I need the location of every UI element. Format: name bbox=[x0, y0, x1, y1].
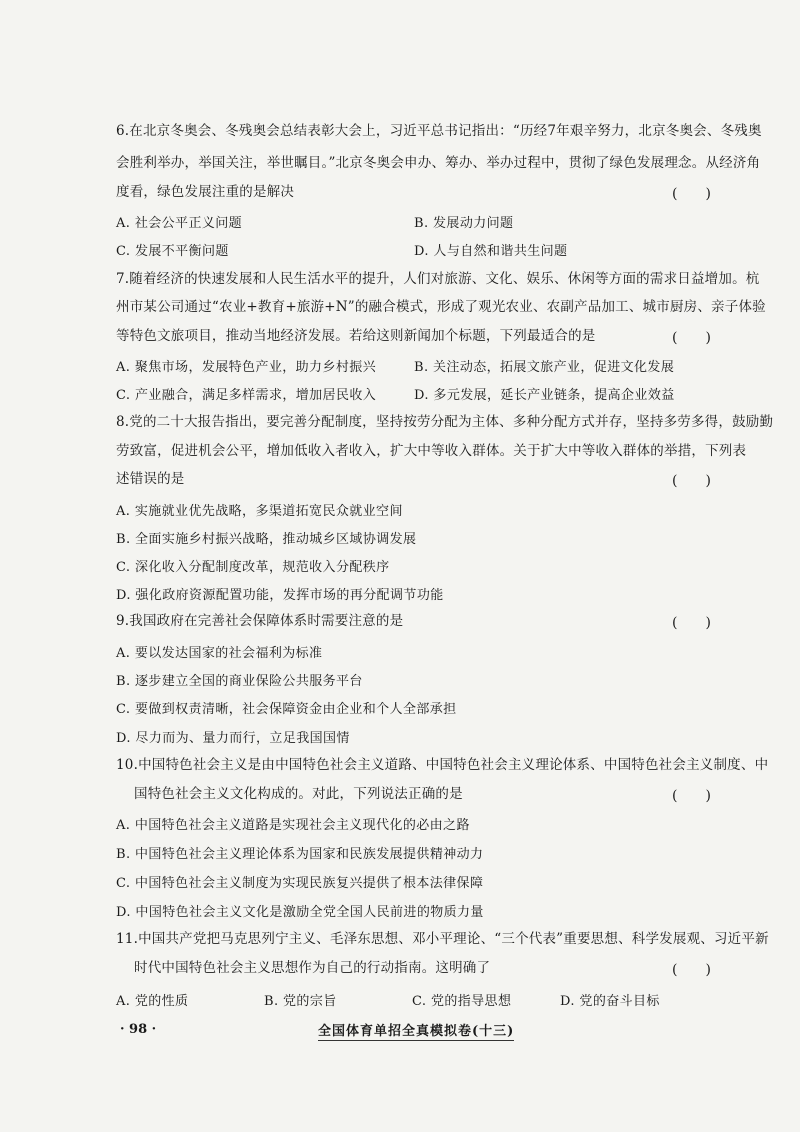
q11-answer-paren: ( ) bbox=[672, 962, 711, 978]
q10-option-d: D. 中国特色社会主义文化是激励全党全国人民前进的物质力量 bbox=[116, 905, 484, 920]
q6-answer-paren: ( ) bbox=[672, 186, 711, 202]
q6-option-c: C. 发展不平衡问题 bbox=[116, 244, 229, 259]
q11-line-1: 11.中国共产党把马克思列宁主义、毛泽东思想、邓小平理论、“三个代表”重要思想、科学发展观、习近平新 bbox=[116, 931, 769, 947]
q7-option-c: C. 产业融合，满足多样需求，增加居民收入 bbox=[116, 388, 377, 403]
q8-line-3: 述错误的是 bbox=[116, 471, 185, 487]
q10-option-c: C. 中国特色社会主义制度为实现民族复兴提供了根本法律保障 bbox=[116, 876, 484, 891]
q10-option-b: B. 中国特色社会主义理论体系为国家和民族发展提供精神动力 bbox=[116, 847, 484, 862]
q9-option-d: D. 尽力而为、量力而行，立足我国国情 bbox=[116, 731, 350, 746]
q8-option-b: B. 全面实施乡村振兴战略，推动城乡区域协调发展 bbox=[116, 532, 417, 547]
q7-line-3: 等特色文旅项目，推动当地经济发展。若给这则新闻加个标题，下列最适合的是 bbox=[116, 328, 596, 344]
q8-option-d: D. 强化政府资源配置功能，发挥市场的再分配调节功能 bbox=[116, 588, 444, 603]
q6-line-1: 6.在北京冬奥会、冬残奥会总结表彰大会上，习近平总书记指出：“历经7年艰辛努力，北京冬奥会、冬残奥 bbox=[116, 123, 762, 139]
q7-line-1: 7.随着经济的快速发展和人民生活水平的提升，人们对旅游、文化、娱乐、休闲等方面的需求日益增加。杭 bbox=[116, 271, 760, 287]
q6-option-a: A. 社会公平正义问题 bbox=[116, 216, 243, 231]
q7-option-a: A. 聚焦市场，发展特色产业，助力乡村振兴 bbox=[116, 360, 377, 375]
q9-answer-paren: ( ) bbox=[672, 615, 711, 631]
q8-option-a: A. 实施就业优先战略，多渠道拓宽民众就业空间 bbox=[116, 504, 403, 519]
q7-answer-paren: ( ) bbox=[672, 330, 711, 346]
q10-line-1: 10.中国特色社会主义是由中国特色社会主义道路、中国特色社会主义理论体系、中国特色社会主义制度、中 bbox=[116, 757, 769, 773]
q6-line-2: 会胜利举办，举国关注，举世瞩目。”北京冬奥会申办、筹办、举办过程中，贯彻了绿色发展理念。从经济角 bbox=[116, 155, 761, 171]
q7-line-2: 州市某公司通过“农业+教育+旅游+N”的融合模式，形成了观光农业、农副产品加工、城市厨房、亲子体验 bbox=[116, 299, 766, 315]
q11-option-d: D. 党的奋斗目标 bbox=[560, 994, 660, 1009]
q6-option-d: D. 人与自然和谐共生问题 bbox=[414, 244, 568, 259]
page-number: · 98 · bbox=[120, 1022, 157, 1037]
q9-option-b: B. 逐步建立全国的商业保险公共服务平台 bbox=[116, 674, 363, 689]
q7-option-b: B. 关注动态，拓展文旅产业，促进文化发展 bbox=[414, 360, 675, 375]
q11-line-2: 时代中国特色社会主义思想作为自己的行动指南。这明确了 bbox=[134, 960, 491, 976]
q11-option-b: B. 党的宗旨 bbox=[264, 994, 337, 1009]
q10-option-a: A. 中国特色社会主义道路是实现社会主义现代化的必由之路 bbox=[116, 818, 470, 833]
q8-option-c: C. 深化收入分配制度改革，规范收入分配秩序 bbox=[116, 560, 390, 575]
footer-title: 全国体育单招全真模拟卷(十三) bbox=[318, 1020, 514, 1041]
q11-option-a: A. 党的性质 bbox=[116, 994, 189, 1009]
q8-line-2: 劳致富，促进机会公平，增加低收入者收入，扩大中等收入群体。关于扩大中等收入群体的举措，下列表 bbox=[116, 443, 747, 459]
q10-answer-paren: ( ) bbox=[672, 788, 711, 804]
q9-line-1: 9.我国政府在完善社会保障体系时需要注意的是 bbox=[116, 613, 404, 629]
q6-line-3: 度看，绿色发展注重的是解决 bbox=[116, 184, 295, 200]
q7-option-d: D. 多元发展，延长产业链条，提高企业效益 bbox=[414, 388, 675, 403]
q9-option-c: C. 要做到权责清晰，社会保障资金由企业和个人全部承担 bbox=[116, 702, 457, 717]
q9-option-a: A. 要以发达国家的社会福利为标准 bbox=[116, 646, 323, 661]
q10-line-2: 国特色社会主义文化构成的。对此，下列说法正确的是 bbox=[134, 786, 463, 802]
q8-answer-paren: ( ) bbox=[672, 473, 711, 489]
q11-option-c: C. 党的指导思想 bbox=[412, 994, 512, 1009]
q6-option-b: B. 发展动力问题 bbox=[414, 216, 514, 231]
q8-line-1: 8.党的二十大报告指出，要完善分配制度，坚持按劳分配为主体、多种分配方式并存，坚持多劳多得，鼓励勤 bbox=[116, 414, 774, 430]
